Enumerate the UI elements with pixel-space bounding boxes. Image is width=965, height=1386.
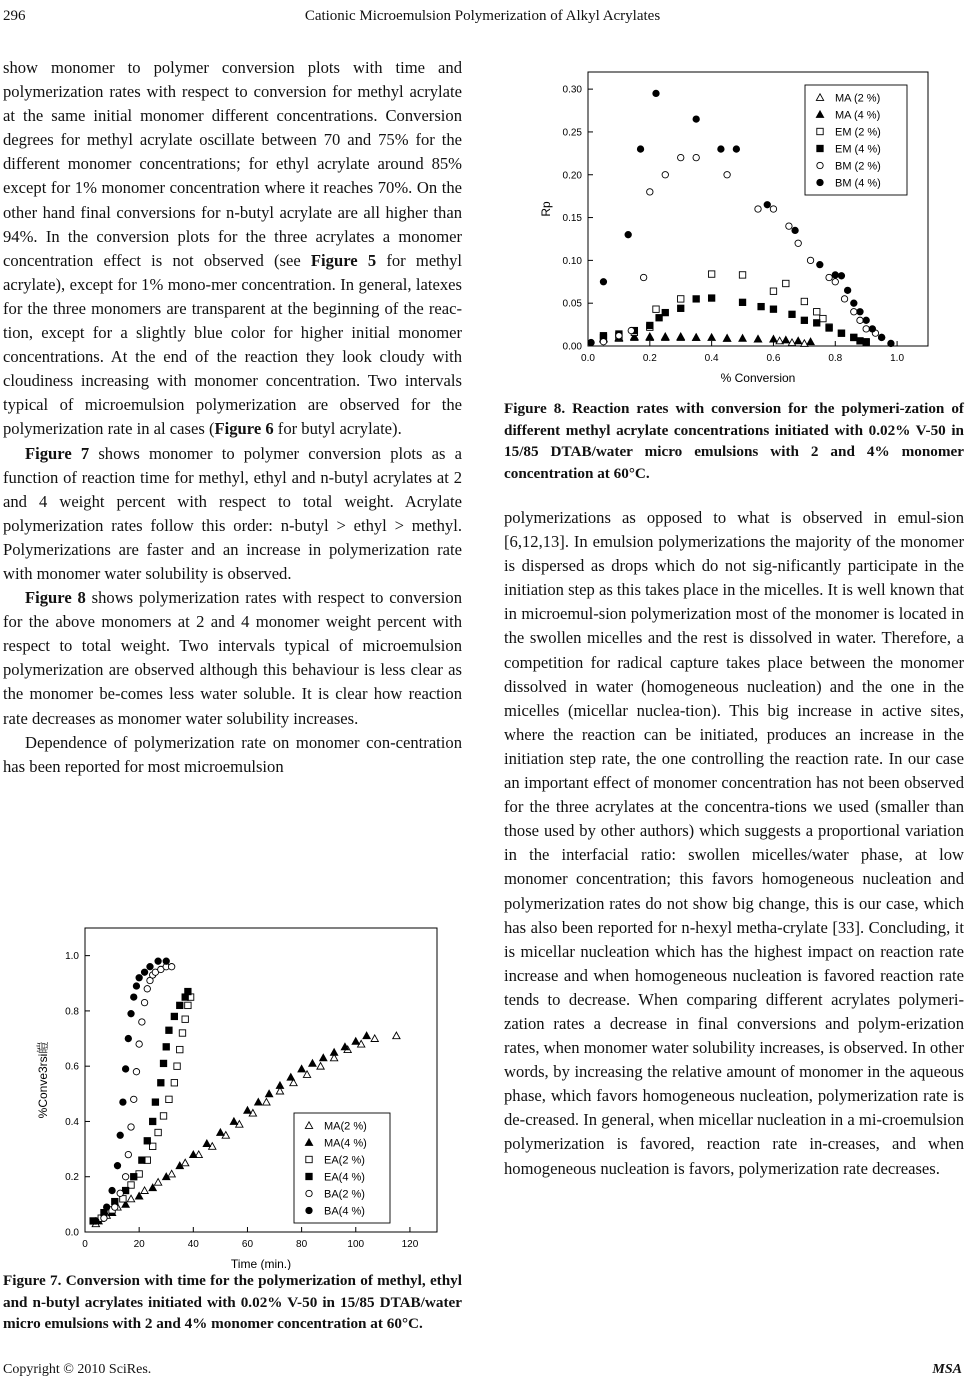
x-tick-label: 0.4 [704, 353, 719, 364]
data-point [795, 337, 802, 344]
legend-label: BA(4 %) [324, 1205, 365, 1218]
data-point [863, 339, 869, 345]
series-em-2 [600, 271, 869, 345]
data-point [179, 1030, 185, 1036]
data-point [838, 330, 844, 336]
data-point [174, 1063, 180, 1069]
y-tick-label: 0.05 [562, 298, 582, 310]
figure-reference: Figure 7 [25, 443, 90, 463]
data-point [112, 1204, 118, 1210]
data-point [276, 1082, 283, 1089]
text-run: for methyl acrylate), except for 1% mono-mer concentration. In general, latexes for the three monomers are transparent at the beginning of the reac-tion, except for a slightly blue color for higher initial monomer concentrations. At the end of the reaction they look cloudy with cloudiness increasing with monomer concentration. Two intervals typical of microemulsion polymerization are observed for the polymerization rate in al cases ( [3, 250, 462, 439]
data-point [770, 335, 777, 342]
text-run: show monomer to polymer conversion plots with time and polymerization rates with respect to conversion for methyl acrylate at the same initial monomer different concentrations. Conversion degrees for methyl acrylate oscillate between 70 and 75% for the different monomer concentrations; for ethyl acrylate around 85% except for 1% monomer concentration where it reaches 70%. On the other hand final conversions for n-butyl acrylate are all higher than 94%. In the conversion plots for the three acrylates a monomer concentration effect is not observed (see [3, 58, 462, 270]
y-tick-label: 0.25 [562, 127, 582, 139]
legend-marker [306, 1156, 312, 1162]
data-point [625, 231, 631, 237]
data-point [851, 334, 857, 340]
data-point [764, 202, 770, 208]
paragraph-p1 [3, 56, 462, 442]
data-point [838, 273, 844, 279]
y-tick-label: 0.20 [562, 170, 582, 182]
y-tick-label: 0.0 [65, 1227, 79, 1239]
figure-8-caption: Figure 8. Reaction rates with conversion for the polymeri-zation of different methyl acrylate concentrations initiated with 0.02% V-50 in 15/85 DTAB/water micro emulsions with 2 and 4% monomer concentration at 60°C. [504, 400, 964, 482]
running-title: Cationic Microemulsion Polymerization of Alkyl Acrylates [304, 8, 661, 24]
data-point [163, 958, 169, 964]
data-point [817, 261, 823, 267]
y-tick-label: 0.15 [562, 213, 582, 225]
data-point [678, 296, 684, 302]
figure-reference: Figure 5 [310, 250, 377, 270]
data-point [653, 306, 659, 312]
data-point [807, 257, 813, 263]
data-point [190, 1151, 197, 1158]
legend-label: MA(4 %) [324, 1137, 367, 1150]
series-em-4 [600, 295, 869, 346]
legend-marker [817, 179, 823, 185]
data-point [851, 300, 857, 306]
data-point [117, 1190, 123, 1196]
data-point [662, 172, 668, 178]
data-point [693, 296, 699, 302]
data-point [141, 1187, 148, 1194]
data-point [363, 1032, 370, 1039]
figure-8-rate-vs-conversion-chart [525, 60, 945, 395]
data-point [795, 240, 801, 246]
y-tick-label: 0.4 [65, 1116, 79, 1128]
data-point [724, 172, 730, 178]
data-point [128, 1124, 134, 1130]
data-point [217, 1129, 224, 1136]
data-point [693, 154, 699, 160]
data-point [755, 206, 761, 212]
data-point [163, 1044, 169, 1050]
text-run: polymerizations as opposed to what is observed in emul-sion [6,12,13]. In emulsion polymerizations the majority of the monomer is dispersed as drops which do not sig-nificantly participate in the initiation step as this takes place in the micelles. It is well known that in microemul-sion polymerization most of the monomer is located in the swollen micelles and the rest is dissolved in water. Therefore, a competition for radical capture takes place between the monomer dissolved in water (homogeneous nucleation) and the one in the micelles (micellar nuclea-tion). This big increase in active sites, where the reaction can be initiated, produces an increase in the initiation step rate, the one controlling the reaction rate. In our case an important effect of monomer concentration has not been observed for the three acrylates at the concentra-tions we used (smaller than those used by other authors) which suggests a proportional variation in the interfacial ratio: swollen micelles/water phase, at low monomer concentration; this favors homogeneous nucleation and polymerization rates do not show big change, this is our case, which has also been reported for n-hexyl metha-crylate [33]. Concluding, it is micellar nucleation which has the highest impact on reaction rate increase and when homogeneous nucleation is favored reaction rate tends to decrease. When comparing different acrylates polymeri-zation rates a decrease in final conversions and polym-erization rates, when monomer water solubility increases, is observed. In other words, by increasing the relative amount of monomer in the aqueous phase, which favors homogeneous nucleation, polymerization rate is de-creased. In general, when micellar nucleation in a mi-croemulsion polymerization is favored, reaction rate in-creases, and when homogeneous nucleation is favors, polymerization rate decreases. [504, 508, 964, 1178]
data-point [888, 340, 894, 346]
data-point [144, 1138, 150, 1144]
legend-label: MA (4 %) [835, 109, 881, 122]
x-tick-label: 100 [347, 1239, 365, 1250]
data-point [141, 999, 147, 1005]
y-tick-label: 0.30 [562, 84, 582, 96]
data-point [677, 333, 684, 340]
data-point [708, 271, 714, 277]
journal-abbreviation: MSA [932, 1362, 962, 1377]
legend-label: BA(2 %) [324, 1188, 365, 1201]
data-point [131, 994, 137, 1000]
x-tick-label: 0.0 [581, 353, 595, 364]
y-tick-label: 0.6 [65, 1061, 79, 1073]
data-point [646, 333, 653, 340]
x-tick-label: 0.2 [642, 353, 657, 364]
data-point [693, 116, 699, 122]
data-point [789, 311, 795, 317]
data-point [637, 146, 643, 152]
data-point [857, 309, 863, 315]
x-tick-label: 60 [241, 1239, 254, 1250]
paragraph-p2 [3, 442, 462, 587]
data-point [708, 295, 714, 301]
x-axis-label: Time (min.) [230, 1257, 292, 1270]
series-ba-2 [101, 963, 175, 1221]
data-point [320, 1054, 327, 1061]
data-point [371, 1035, 378, 1042]
data-point [160, 1113, 166, 1119]
paragraph-p5 [504, 506, 964, 1181]
data-point [154, 1179, 161, 1186]
data-point [166, 1027, 172, 1033]
data-point [600, 279, 606, 285]
data-point [103, 1204, 109, 1210]
figure-reference: Figure 6 [214, 419, 274, 439]
data-point [139, 1157, 145, 1163]
legend-label: EA(4 %) [324, 1171, 365, 1184]
data-point [647, 189, 653, 195]
data-point [330, 1049, 337, 1056]
legend-label: MA(2 %) [324, 1120, 367, 1133]
data-point [139, 1019, 145, 1025]
data-point [662, 309, 668, 315]
y-axis-label: %Conve3rsi皚 [36, 1041, 50, 1119]
data-point [656, 315, 662, 321]
y-tick-label: 0.2 [65, 1172, 79, 1184]
page-number: 296 [3, 8, 26, 24]
legend-label: EM (2 %) [835, 126, 881, 139]
data-point [185, 988, 191, 994]
text-run: shows polymerization rates with respect to conversion for the above monomers at 2 and 4 monomer weight percent with respect to total weight. Two intervals typical of microemulsion polymerization are observed although this behaviour is less clear as the monomer be-comes less water soluble. It is clear how reaction rate decreases as monomer water solubility increases. [3, 588, 463, 728]
data-point [653, 90, 659, 96]
x-tick-label: 40 [187, 1239, 199, 1250]
data-point [782, 336, 789, 343]
data-point [739, 272, 745, 278]
figure-7-conversion-vs-time-chart [28, 920, 438, 1270]
data-point [693, 334, 700, 341]
data-point [265, 1090, 272, 1097]
data-point [149, 1118, 155, 1124]
data-point [144, 986, 150, 992]
data-point [826, 325, 832, 331]
data-point [600, 333, 606, 339]
legend-marker [306, 1207, 312, 1213]
data-point [128, 1010, 134, 1016]
data-point [352, 1038, 359, 1045]
legend-label: BM (4 %) [835, 177, 881, 190]
data-point [287, 1074, 294, 1081]
x-tick-label: 1.0 [890, 353, 905, 364]
y-tick-label: 0.8 [65, 1006, 79, 1018]
data-point [857, 338, 863, 344]
data-point [166, 1096, 172, 1102]
data-point [168, 963, 174, 969]
data-point [820, 315, 826, 321]
data-point [814, 320, 820, 326]
data-point [131, 1174, 137, 1180]
left-text-column [3, 56, 462, 779]
data-point [739, 299, 745, 305]
data-point [733, 146, 739, 152]
data-point [708, 334, 715, 341]
right-text-column [504, 506, 964, 1181]
data-point [844, 287, 850, 293]
data-point [317, 1063, 324, 1070]
x-tick-label: 80 [296, 1239, 308, 1250]
data-point [786, 223, 792, 229]
running-header [0, 8, 965, 30]
data-point [588, 339, 594, 345]
data-point [133, 1069, 139, 1075]
data-point [783, 280, 789, 286]
data-point [263, 1098, 270, 1105]
x-tick-label: 120 [401, 1239, 419, 1250]
data-point [770, 306, 776, 312]
data-point [185, 1002, 191, 1008]
data-point [101, 1215, 107, 1221]
data-point [114, 1162, 120, 1168]
x-tick-label: 0 [82, 1239, 88, 1250]
text-run: for butyl acrylate). [273, 419, 402, 439]
legend-label: MA (2 %) [835, 92, 881, 105]
data-point [600, 339, 606, 345]
data-point [147, 963, 153, 969]
data-point [171, 1080, 177, 1086]
data-point [807, 338, 814, 345]
data-point [177, 1002, 183, 1008]
copyright-footer: Copyright © 2010 SciRes. [3, 1362, 152, 1377]
data-point [814, 309, 820, 315]
data-point [158, 1080, 164, 1086]
data-point [125, 1035, 131, 1041]
data-point [133, 983, 139, 989]
data-point [832, 272, 838, 278]
data-point [171, 1013, 177, 1019]
legend-label: EA(2 %) [324, 1154, 365, 1167]
data-point [723, 335, 730, 342]
text-run: shows monomer to polymer conversion plots as a function of reaction time for methyl, ethyl and n-butyl acrylates at 2 and 4 weight percent with respect to total weight. Acrylate polymerization rates follow this order: n-butyl > ethyl > methyl. Polymerizations are faster and an increase in polymerization rate with monomer water solubility is observed. [3, 443, 462, 583]
data-point [298, 1065, 305, 1072]
legend-marker [817, 162, 823, 168]
data-point [841, 296, 847, 302]
data-point [131, 1096, 137, 1102]
x-tick-label: 20 [133, 1239, 145, 1250]
figure-7-caption: Figure 7. Conversion with time for the polymerization of methyl, ethyl and n-butyl acrylates initiated with 0.02% V-50 in 15/85 DTAB/water micro emulsions with 2 and 4% monomer concentration at 60°C. [3, 1272, 462, 1332]
legend-marker [306, 1190, 312, 1196]
data-point [754, 335, 761, 342]
data-point [152, 1099, 158, 1105]
data-point [168, 1170, 175, 1177]
data-point [662, 333, 669, 340]
data-point [136, 1041, 142, 1047]
data-point [863, 326, 869, 332]
data-point [647, 322, 653, 328]
y-axis-label: Rp [539, 201, 553, 217]
data-point [801, 298, 807, 304]
data-point [792, 227, 798, 233]
data-point [678, 154, 684, 160]
y-tick-label: 0.00 [562, 341, 582, 353]
legend-marker [817, 128, 823, 134]
data-point [878, 334, 884, 340]
data-point [122, 1066, 128, 1072]
data-point [122, 1174, 128, 1180]
data-point [136, 975, 142, 981]
data-point [255, 1098, 262, 1105]
data-point [203, 1140, 210, 1147]
data-point [230, 1118, 237, 1125]
data-point [616, 333, 622, 339]
figure-reference: Figure 8 [25, 588, 86, 608]
data-point [244, 1107, 251, 1114]
data-point [182, 1159, 189, 1166]
data-point [177, 1046, 183, 1052]
data-point [109, 1187, 115, 1193]
data-point [851, 309, 857, 315]
data-point [127, 1195, 134, 1202]
data-point [718, 146, 724, 152]
data-point [826, 274, 832, 280]
data-point [141, 969, 147, 975]
data-point [160, 1060, 166, 1066]
paragraph-p4 [3, 731, 462, 779]
data-point [93, 1218, 99, 1224]
data-point [628, 327, 634, 333]
legend-label: BM (2 %) [835, 160, 881, 173]
data-point [770, 288, 776, 294]
paragraph-p3 [3, 586, 462, 731]
data-point [739, 335, 746, 342]
data-point [155, 1129, 161, 1135]
data-point [801, 317, 807, 323]
data-point [857, 317, 863, 323]
legend-label: EM (4 %) [835, 143, 881, 156]
data-point [182, 1016, 188, 1022]
x-axis-label: % Conversion [720, 371, 796, 385]
data-point [678, 305, 684, 311]
y-tick-label: 0.10 [562, 255, 582, 267]
legend-marker [817, 145, 823, 151]
data-point [117, 1132, 123, 1138]
data-point [120, 1099, 126, 1105]
data-point [309, 1060, 316, 1067]
legend-marker [306, 1173, 312, 1179]
data-point [393, 1032, 400, 1039]
data-point [155, 958, 161, 964]
data-point [125, 1151, 131, 1157]
data-point [863, 317, 869, 323]
data-point [869, 326, 875, 332]
data-point [640, 274, 646, 280]
text-run: Dependence of polymerization rate on monomer con-centration has been reported for most microemulsion [3, 732, 462, 776]
x-tick-label: 0.8 [828, 353, 843, 364]
x-tick-label: 0.6 [766, 353, 781, 364]
data-point [832, 279, 838, 285]
data-point [770, 206, 776, 212]
data-point [758, 303, 764, 309]
y-tick-label: 1.0 [65, 951, 79, 963]
